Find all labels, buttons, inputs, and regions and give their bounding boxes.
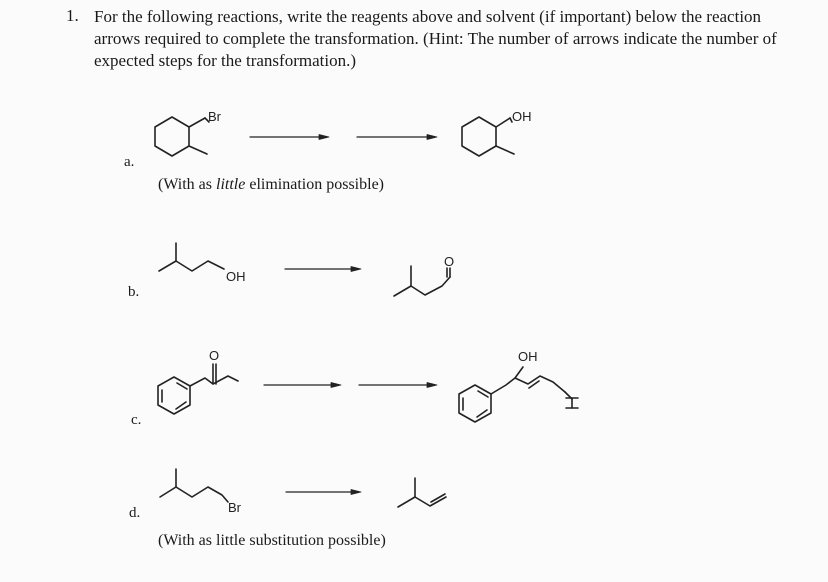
- part-d-arrow-1-head: [351, 490, 361, 495]
- part-a-reactant-ring: [155, 117, 189, 156]
- part-a-arrow-1-head: [319, 135, 329, 140]
- part-a-arrow-2-head: [427, 135, 437, 140]
- part-a-reactant-bond-ch2: [189, 118, 205, 127]
- part-c-arrow-2: [359, 383, 437, 388]
- part-d-product-chain: [398, 497, 446, 507]
- part-d-reactant-atom-label: Br: [228, 500, 241, 515]
- part-b-product-atom-label: O: [444, 254, 455, 269]
- part-a-reactant-atom-label: Br: [208, 109, 221, 124]
- part-d-reactant-bromide-structure: [160, 469, 242, 515]
- part-c-product-chain: [491, 376, 565, 394]
- part-a-note-end: elimination possible): [245, 176, 384, 193]
- part-c-product-alcohol-structure: [459, 349, 578, 422]
- part-a-product-bond-ch2: [496, 118, 510, 127]
- part-a-product-methyl-bond: [496, 146, 514, 154]
- part-d-product-alkene-structure: [398, 478, 446, 507]
- part-a-label: a.: [124, 154, 135, 170]
- part-b-label: b.: [128, 284, 140, 300]
- part-a-note-start: (With as: [158, 176, 217, 193]
- part-c-arrow-1: [264, 383, 341, 388]
- part-a-reactant-methyl-bond: [189, 146, 207, 154]
- part-b-product-aldehyde-structure: [394, 254, 454, 296]
- part-a-product-alcohol-structure: [462, 109, 532, 156]
- part-a-note-emphasis: little: [216, 176, 246, 193]
- part-a-arrow-1: [250, 135, 329, 140]
- part-b-arrow-1: [285, 267, 361, 272]
- part-c-product-atom-label: OH: [518, 349, 538, 364]
- part-c-reactant-atom-label: O: [209, 348, 220, 363]
- part-b-reactant-alcohol-structure: [159, 243, 246, 284]
- part-a-arrow-2: [357, 135, 437, 140]
- part-b-reactant-atom-label: OH: [226, 269, 246, 284]
- part-a-product-ring: [462, 117, 496, 156]
- part-c-label: c.: [131, 412, 142, 428]
- part-c-product-oh-bond: [515, 367, 523, 378]
- part-b-reactant-chain: [159, 261, 224, 271]
- part-c-arrow-2-head: [427, 383, 437, 388]
- part-d-label: d.: [129, 505, 141, 521]
- part-a-product-atom-label: OH: [512, 109, 532, 124]
- question-text: For the following reactions, write the reagents above and solvent (if important) below the reaction arrows required to complete the transformation. (Hint: The number of arrows indicate the number of expected steps for the transformation.): [94, 7, 777, 70]
- part-a-reactant-bromocyclohexane-structure: [155, 109, 222, 156]
- part-d-note: (With as little substitution possible): [158, 532, 386, 549]
- part-b-product-chain: [394, 277, 450, 296]
- part-b-arrow-1-head: [351, 267, 361, 272]
- part-c-reactant-chain: [190, 376, 238, 386]
- part-c-reactant-ketone-structure: [158, 348, 238, 414]
- part-d-arrow-1: [286, 490, 361, 495]
- question-number: 1.: [66, 6, 79, 25]
- part-d-reactant-chain: [160, 487, 228, 502]
- part-c-arrow-1-head: [331, 383, 341, 388]
